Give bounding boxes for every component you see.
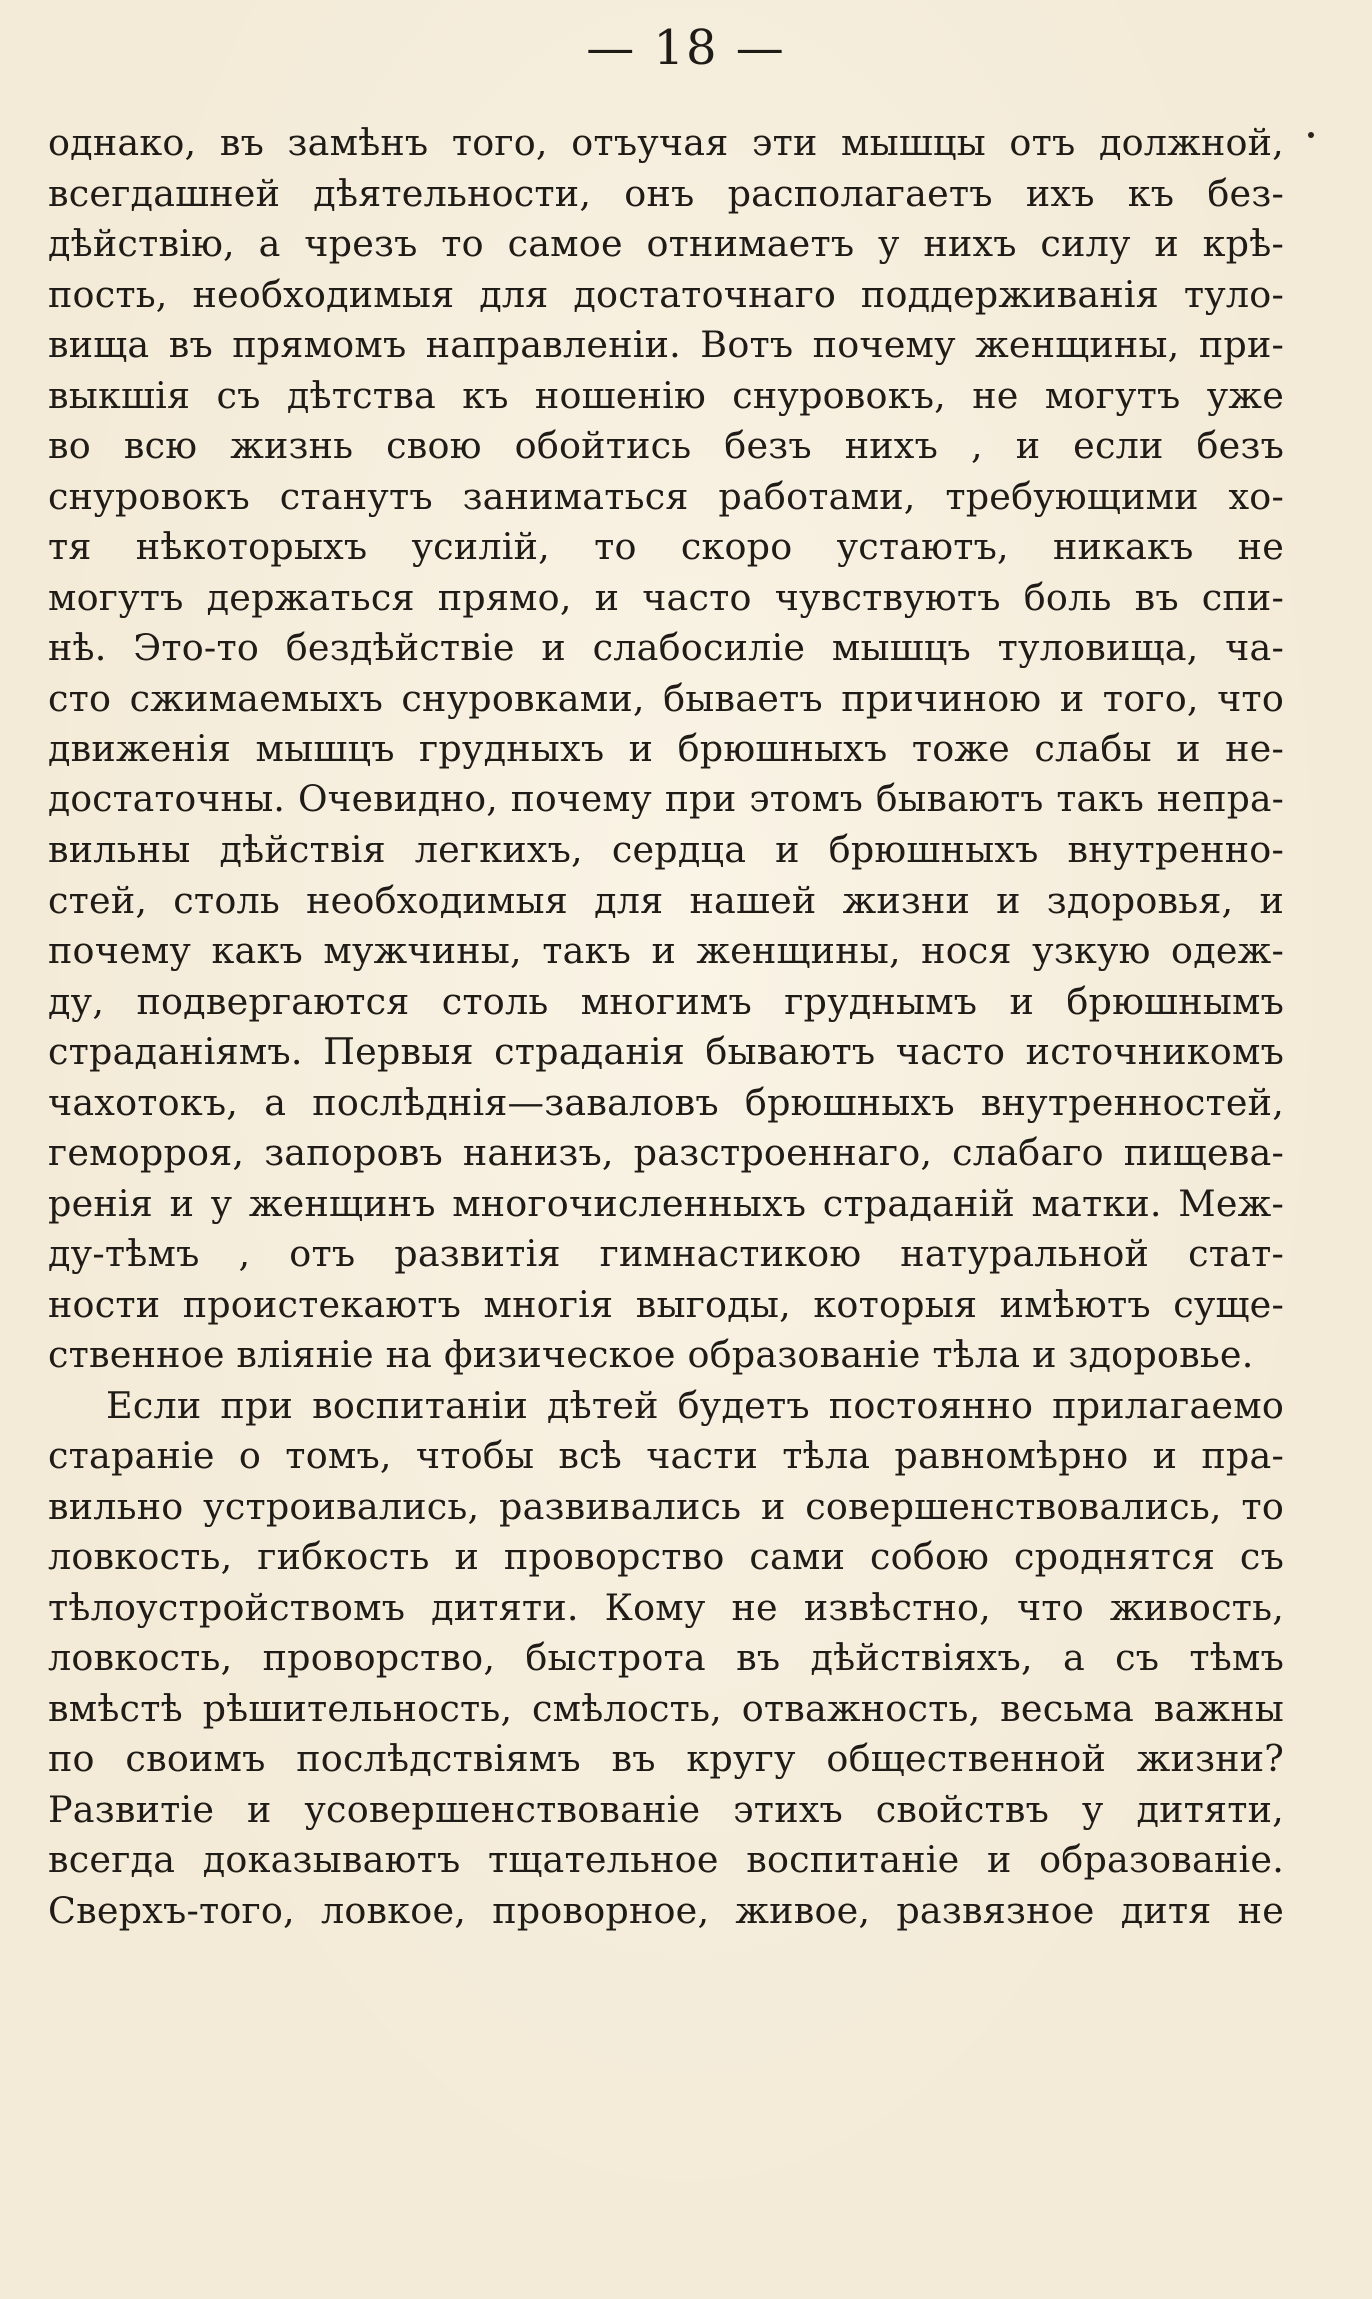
text-line: во всю жизнь свою обойтись безъ нихъ , и если безъ: [48, 424, 1284, 467]
text-line: сто сжимаемыхъ снуровками, бываетъ причиною и того, что: [48, 676, 1284, 720]
text-line: всегда доказываютъ тщательное воспитаніе и образованіе.: [48, 1838, 1284, 1881]
text-line: дѣйствію, а чрезъ то самое отнимаетъ у нихъ силу и крѣ-: [48, 222, 1284, 265]
text-line: вища въ прямомъ направленіи. Вотъ почему женщины, при-: [48, 323, 1284, 366]
text-line: ности проистекаютъ многія выгоды, которыя имѣютъ суще-: [48, 1282, 1284, 1326]
text-line: вмѣстѣ рѣшительность, смѣлость, отважность, весьма важны: [48, 1686, 1284, 1730]
text-line: однако, въ замѣнъ того, отъучая эти мышцы отъ должной,: [48, 121, 1284, 164]
text-line: ренія и у женщинъ многочисленныхъ страданій матки. Меж-: [48, 1181, 1284, 1225]
text-line: почему какъ мужчины, такъ и женщины, нося узкую одеж-: [48, 929, 1284, 972]
text-line: чахотокъ, а послѣднія—заваловъ брюшныхъ внутренностей,: [48, 1080, 1284, 1124]
text-line: снуровокъ станутъ заниматься работами, требующими хо-: [48, 474, 1284, 518]
text-line: нѣ. Это-то бездѣйствіе и слабосиліе мышцъ туловища, ча-: [48, 626, 1284, 669]
text-line: вильно устроивались, развивались и совершенствовались, то: [48, 1484, 1284, 1528]
text-line: всегдашней дѣятельности, онъ располагаетъ ихъ къ без-: [48, 171, 1284, 215]
text-line: ду, подвергаются столь многимъ груднымъ и брюшнымъ: [48, 979, 1284, 1023]
text-line: достаточны. Очевидно, почему при этомъ бываютъ такъ непра-: [48, 778, 1284, 820]
text-line: вильны дѣйствія легкихъ, сердца и брюшныхъ внутренно-: [48, 828, 1284, 871]
text-line: ду-тѣмъ , отъ развитія гимнастикою натуральной стат-: [48, 1232, 1284, 1275]
text-line: Сверхъ-того, ловкое, проворное, живое, развязное дитя не: [48, 1888, 1284, 1932]
text-line: ловкость, гибкость и проворство сами собою сроднятся съ: [48, 1535, 1284, 1578]
text-line: геморроя, запоровъ нанизъ, разстроеннаго, слабаго пищева-: [48, 1131, 1284, 1174]
text-line: по своимъ послѣдствіямъ въ кругу общественной жизни?: [48, 1737, 1284, 1780]
text-line: движенія мышцъ грудныхъ и брюшныхъ тоже слабы и не-: [48, 727, 1284, 770]
text-line: страданіямъ. Первыя страданія бываютъ часто источникомъ: [48, 1030, 1284, 1073]
body-text: [48, 118, 1284, 1936]
text-line: ловкость, проворство, быстрота въ дѣйствіяхъ, а съ тѣмъ: [48, 1636, 1284, 1679]
paragraph-start-line: Если при воспитаніи дѣтей будетъ постоянно прилагаемо: [106, 1383, 1284, 1427]
text-line: пость, необходимыя для достаточнаго поддерживанія туло-: [48, 272, 1284, 316]
text-line: могутъ держаться прямо, и часто чувствуютъ боль въ спи-: [48, 575, 1284, 619]
text-line: тя нѣкоторыхъ усилій, то скоро устаютъ, никакъ не: [48, 525, 1284, 568]
text-line: тѣлоустройствомъ дитяти. Кому не извѣстно, что живость,: [48, 1585, 1284, 1629]
ink-speck: [1308, 132, 1314, 138]
paragraph-end-line: ственное вліяніе на физическое образованіе тѣла и здоровье.: [48, 1333, 1254, 1376]
text-line: стараніе о томъ, чтобы всѣ части тѣла равномѣрно и пра-: [48, 1434, 1284, 1477]
text-line: стей, столь необходимыя для нашей жизни и здоровья, и: [48, 878, 1284, 922]
text-line: Развитіе и усовершенствованіе этихъ свойствъ у дитяти,: [48, 1787, 1284, 1831]
text-line: выкшія съ дѣтства къ ношенію снуровокъ, не могутъ уже: [48, 373, 1284, 417]
page-number-header: — 18 —: [586, 20, 786, 76]
